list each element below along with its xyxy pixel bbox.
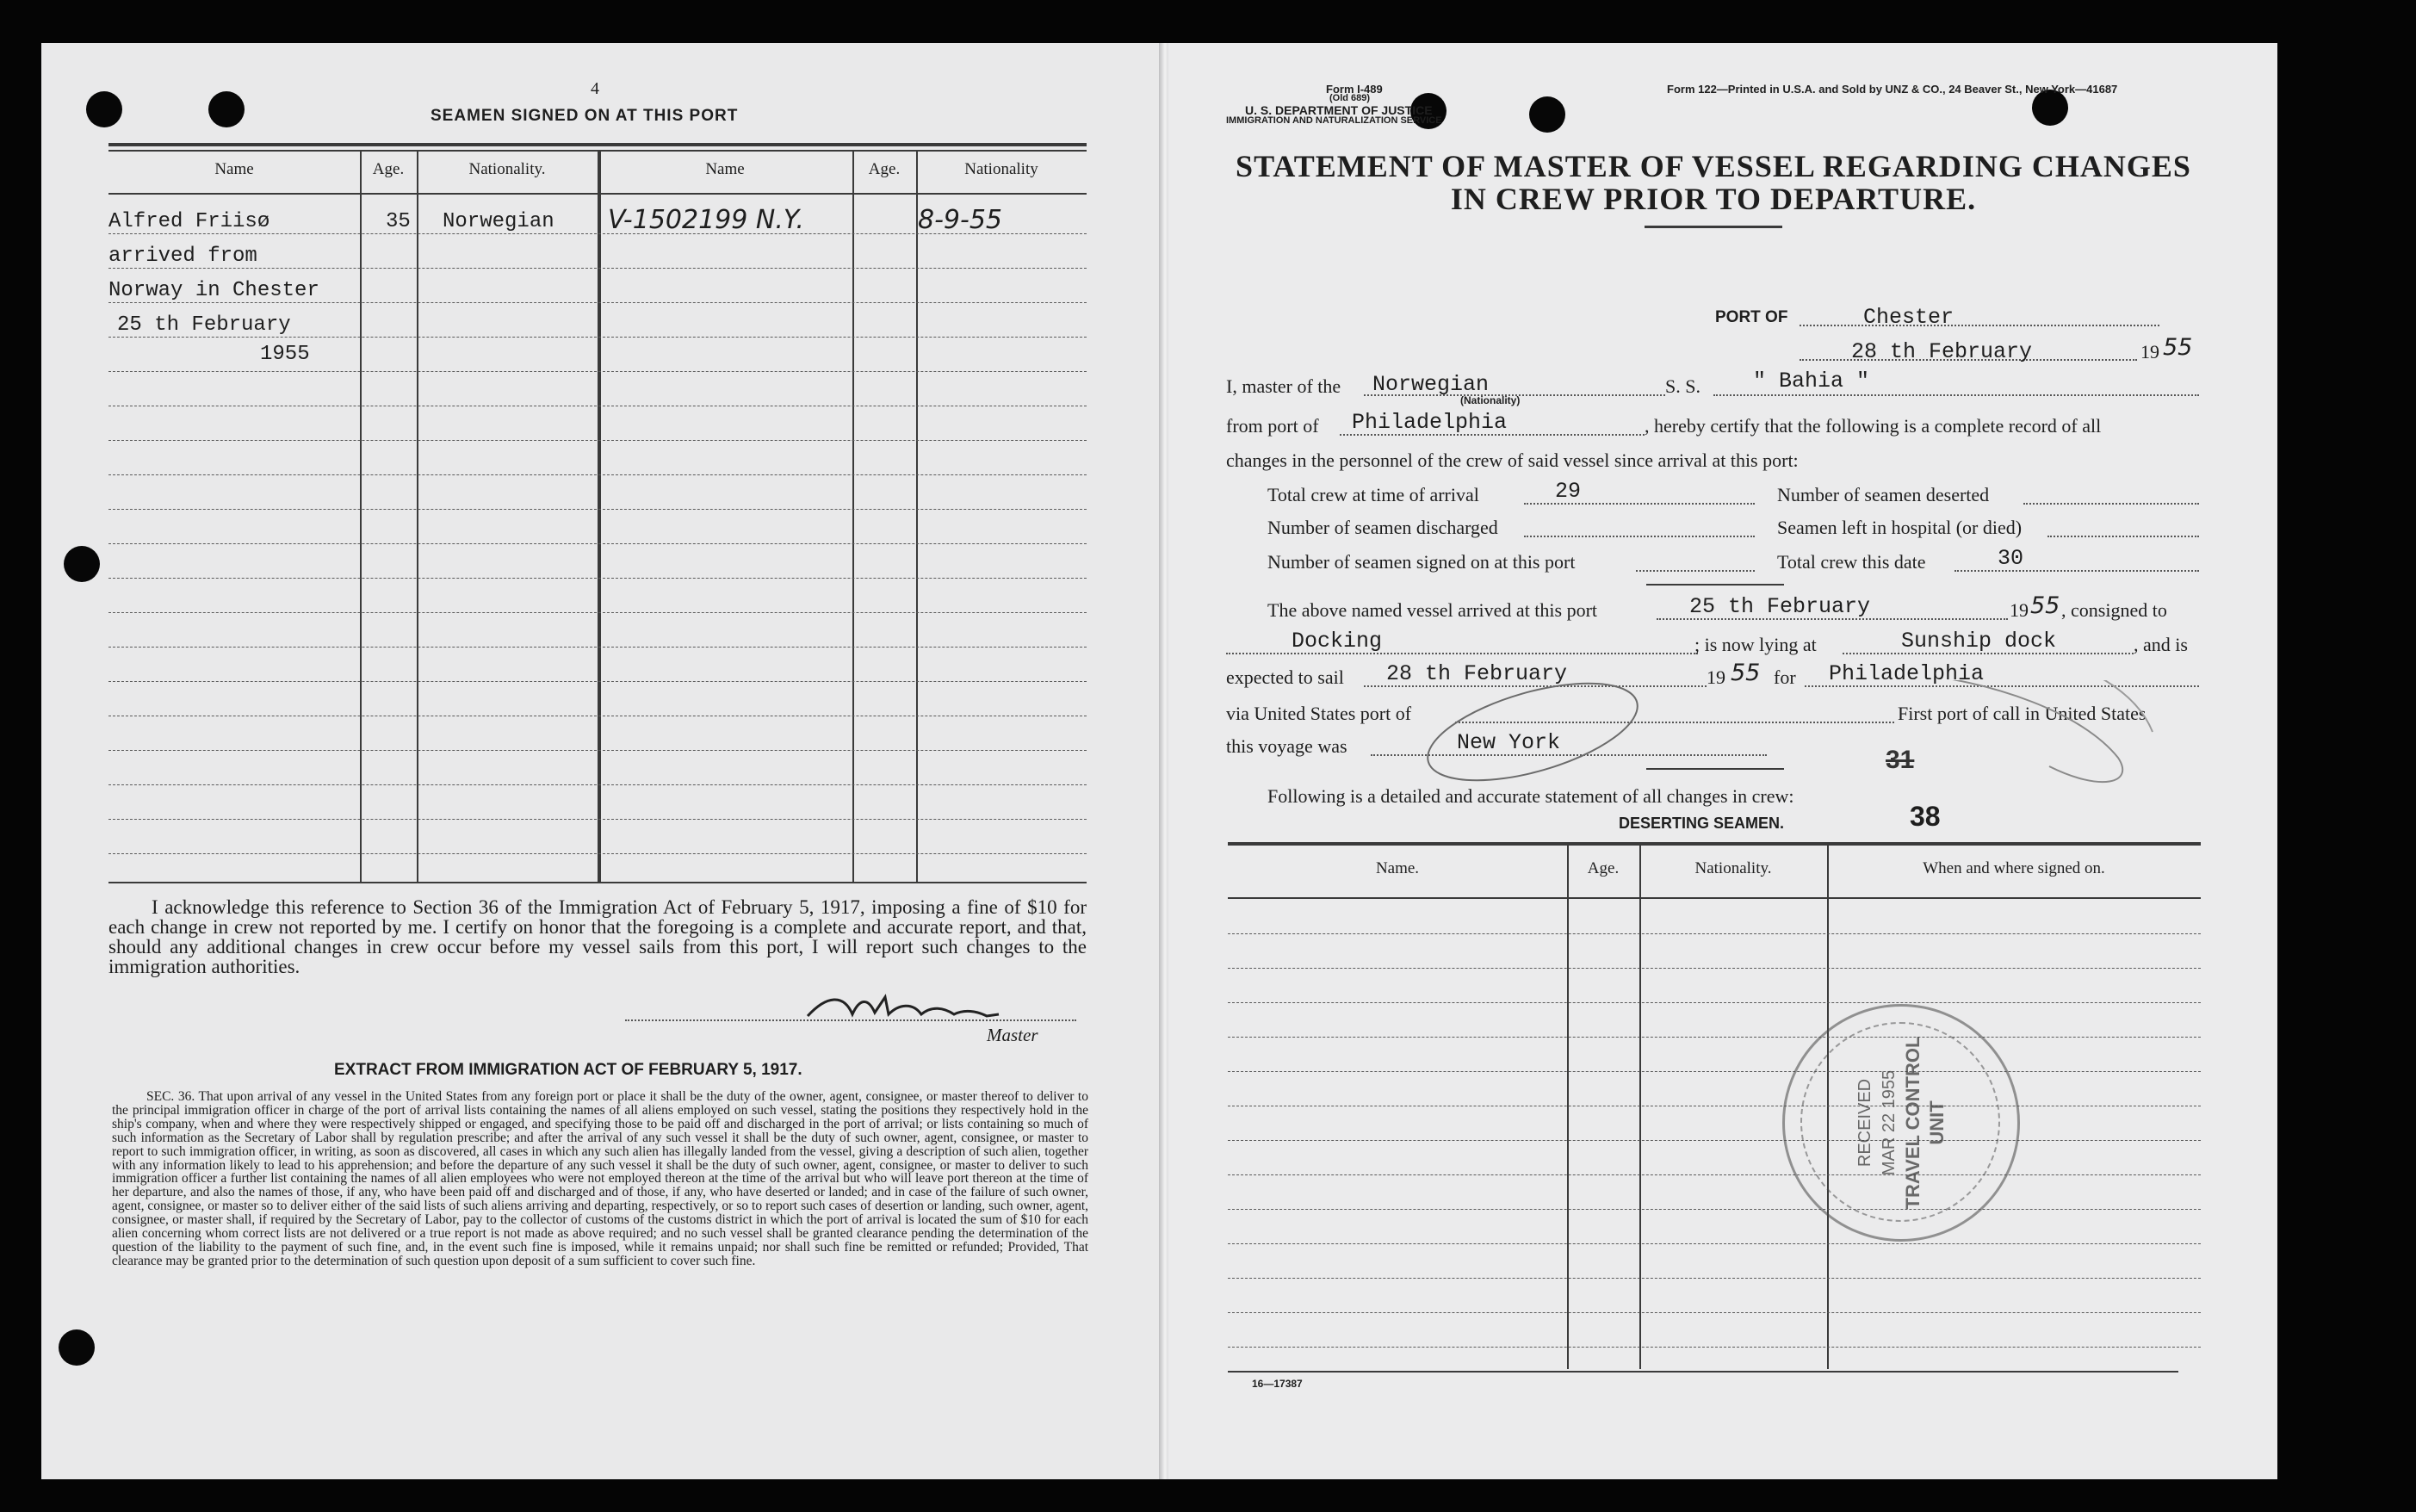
ss-label: S. S. [1665, 375, 1700, 397]
from-port-label: from port of [1226, 415, 1319, 437]
column-divider [360, 150, 362, 882]
changes-text: changes in the personnel of the crew of said vessel since arrival at this port: [1226, 449, 1799, 471]
discharged-line [1524, 536, 1755, 537]
stamp-unit-name: TRAVEL CONTROL [1902, 1036, 1924, 1210]
punch-hole [208, 91, 245, 127]
signed-on-line [1636, 570, 1755, 572]
form-old-number: (Old 689) [1329, 93, 1371, 103]
table-row-line [108, 474, 1087, 475]
lying-label: ; is now lying at [1694, 634, 1817, 655]
year-value: 55 [2163, 334, 2193, 361]
total-crew-date-label: Total crew this date [1777, 551, 1926, 573]
consigned-label: , consigned to [2061, 599, 2167, 621]
table-row-line [1228, 933, 2201, 934]
column-divider [1639, 844, 1641, 1369]
col-header-when-where: When and where signed on. [1923, 859, 2105, 877]
table-row-line [108, 543, 1087, 544]
punch-hole [1529, 96, 1565, 133]
table-row-line [108, 337, 1087, 338]
seamen-signed-header: SEAMEN SIGNED ON AT THIS PORT [431, 107, 739, 125]
department-name: U. S. DEPARTMENT OF JUSTICE [1245, 103, 1433, 117]
total-crew-date-line [1954, 570, 2199, 572]
table-row-line [1228, 1002, 2201, 1003]
table-row-line [1228, 1312, 2201, 1313]
first-port-label: First port of call in United States [1898, 703, 2147, 724]
certify-text: , hereby certify that the following is a complete record of all [1645, 415, 2102, 437]
consignee-value: Docking [1292, 629, 1383, 654]
table-row-line [108, 853, 1087, 854]
lying-value: Sunship dock [1901, 629, 2057, 654]
col-header-nationality: Nationality. [468, 160, 546, 178]
form-title-line-2: IN CREW PRIOR TO DEPARTURE. [1450, 182, 1977, 216]
discharged-label: Number of seamen discharged [1267, 517, 1498, 538]
table-row-line [108, 647, 1087, 648]
arrived-value: 25 th February [1689, 594, 1871, 619]
port-of-line [1800, 325, 2159, 326]
stamp-unit: UNIT [1926, 1100, 1948, 1145]
column-divider [598, 150, 601, 882]
table-row-line [1228, 1347, 2201, 1348]
hospital-label: Seamen left in hospital (or died) [1777, 517, 2023, 538]
form-title-line-1: STATEMENT OF MASTER OF VESSEL REGARDING CHANGES [1236, 149, 2191, 183]
col-header-name: Name [214, 160, 254, 178]
stamp-date: MAR 22 1955 [1880, 1069, 1899, 1176]
signature-caption: Master [987, 1025, 1038, 1045]
voyage-value: New York [1457, 730, 1561, 755]
entry-name-line: 25 th February [117, 313, 291, 337]
table-bottom-rule [1228, 1371, 2178, 1373]
col-header-age: Age. [1587, 859, 1620, 877]
expected-value: 28 th February [1386, 661, 1568, 686]
year-prefix: 19 [2140, 341, 2159, 363]
via-label: via United States port of [1226, 703, 1412, 724]
master-signature [792, 988, 1085, 1032]
column-divider [916, 150, 918, 882]
table-bottom-rule [108, 882, 1087, 883]
col-header-name-2: Name [705, 160, 745, 178]
pencil-marks [1343, 680, 2290, 835]
table-row-line [1228, 1071, 2201, 1072]
table-row-line [108, 612, 1087, 613]
nationality-caption: (Nationality) [1460, 394, 1521, 406]
printer-note: Form 122—Printed in U.S.A. and Sold by UNZ & CO., 24 Beaver St., New York—41687 [1667, 83, 2118, 96]
received-stamp [1782, 1004, 2020, 1242]
for-label: for [1774, 666, 1796, 688]
following-text: Following is a detailed and accurate statement of all changes in crew: [1267, 785, 1794, 807]
from-port-value: Philadelphia [1352, 410, 1508, 435]
footer-code: 16—17387 [1252, 1378, 1303, 1390]
expected-year-prefix: 19 [1707, 666, 1725, 688]
total-crew-arrival-value: 29 [1555, 479, 1582, 504]
table-row-line [1228, 1278, 2201, 1279]
entry-name-line: arrived from [108, 245, 257, 268]
date-value: 28 th February [1851, 339, 2033, 364]
arrived-year-prefix: 19 [2010, 599, 2029, 621]
for-value: Philadelphia [1829, 661, 1985, 686]
table-row-line [108, 819, 1087, 820]
master-label: I, master of the [1226, 375, 1341, 397]
col-header-age-2: Age. [868, 160, 901, 178]
entry-name-line: Norway in Chester [108, 279, 319, 302]
extract-text: SEC. 36. That upon arrival of any vessel in the United States from any foreign port or place it shall be the duty of the owner, agent, consignee, or master thereof to deliver to the principal immigration officer in charge of the port of arrival lists containing the names of all aliens employed on such vessel, stating the positions they respectively hold in the ship's company, when and where they were respectively shipped or engaged, and specifying those to be paid off and discharged in the port of arrival; or lists containing so much of such information as the Secretary of Labor shall by regulation prescribe; and after the arrival of any such vessel it shall be the duty of such owner, agent, consignee, or master to report to such immigration officer, in writing, as soon as discovered, all cases in which any such alien has illegally landed from the vessel, giving a description of such alien, together with any information likely to lead to his apprehension; and before the departure of any such vessel it shall be the duty of such owner, agent, consignee, or master to deliver to such immigration officer a further list containing the names of all alien employees who were not employed thereon at the time of the arrival but who will leave port thereon at the time of her departure, and also the names of those, if any, who have been paid off and discharged and of those, if any, who have deserted or landed; and in case of the failure of such owner, agent, consignee, or master so to deliver either of the said lists of such aliens arriving and departing, respectively, or so to report such cases of desertion or landing, such owner, agent, consignee, or master shall, if required by the Secretary of Labor, pay to the collector of customs of the customs district in which the port of arrival is located the sum of $10 for each alien concerning whom correct lists are not delivered or a true report is not made as above required; and no such vessel shall be granted clearance pending the determination of the question of the liability to the payment of such fine, and, in the event such fine is imposed, while it remains unpaid; nor shall such fine be remitted or refunded; Provided, That clearance may be granted prior to the determination of such question upon deposit of a sum sufficient to cover such fine. [112, 1089, 1088, 1268]
number-38: 38 [1910, 801, 1941, 832]
table-header-rule [1228, 897, 2201, 899]
title-underline [1645, 226, 1782, 228]
entry-name-line: 1955 [260, 343, 310, 366]
column-divider [852, 150, 854, 882]
table-row-line [1228, 968, 2201, 969]
signed-on-label: Number of seamen signed on at this port [1267, 551, 1576, 573]
deserted-line [2023, 503, 2199, 505]
entry-name-line: Alfred Friisø [108, 210, 270, 233]
entry-visa-number: V-1502199 N.Y. [608, 205, 804, 235]
table-row-line [108, 681, 1087, 682]
table-row-line [108, 578, 1087, 579]
punch-hole [59, 1329, 95, 1366]
service-name: IMMIGRATION AND NATURALIZATION SERVICE [1226, 115, 1442, 126]
extract-title: EXTRACT FROM IMMIGRATION ACT OF FEBRUARY 5, 1917. [334, 1061, 802, 1079]
table-row-line [108, 371, 1087, 372]
entry-visa-date: 8-9-55 [918, 205, 1002, 235]
punch-hole [64, 546, 100, 582]
section-divider [1646, 584, 1784, 586]
table-row-line [1228, 1174, 2201, 1175]
entry-nationality: Norwegian [443, 210, 554, 233]
col-header-nationality: Nationality. [1694, 859, 1772, 877]
col-header-name: Name. [1375, 859, 1420, 877]
table-row-line [108, 440, 1087, 441]
total-crew-arrival-label: Total crew at time of arrival [1267, 484, 1479, 505]
table-row-line [108, 302, 1087, 303]
col-header-nationality-2: Nationality [964, 160, 1038, 178]
col-header-age: Age. [372, 160, 405, 178]
column-divider [417, 150, 418, 882]
stamp-received: RECEIVED [1855, 1078, 1874, 1168]
table-top-rule [1228, 842, 2201, 846]
port-of-value: Chester [1863, 305, 1954, 330]
hospital-line [2047, 536, 2199, 537]
arrived-year: 55 [2030, 592, 2060, 619]
table-row-line [108, 509, 1087, 510]
signature-line [625, 1019, 1076, 1021]
port-of-label: PORT OF [1715, 308, 1788, 326]
table-row-line [1228, 1243, 2201, 1244]
table-top-rule [108, 143, 1087, 146]
table-row-line [1228, 1140, 2201, 1141]
nationality-value: Norwegian [1372, 372, 1490, 397]
arrived-label: The above named vessel arrived at this port [1267, 599, 1598, 621]
ship-value: " Bahia " [1753, 369, 1870, 393]
column-divider [1567, 844, 1569, 1369]
total-crew-date-value: 30 [1998, 546, 2024, 571]
form-number: Form I-489 [1326, 83, 1383, 96]
table-row-line [1228, 1209, 2201, 1210]
expected-year: 55 [1731, 660, 1761, 686]
ship-line [1713, 394, 2199, 396]
table-row-line [108, 268, 1087, 269]
punch-hole [86, 91, 122, 127]
deserted-label: Number of seamen deserted [1777, 484, 1990, 505]
entry-age: 35 [386, 210, 411, 233]
table-row-line [108, 750, 1087, 751]
crossed-number: 31 [1886, 746, 1915, 774]
table-row-line [108, 784, 1087, 785]
acknowledgement-text: I acknowledge this reference to Section 36 of the Immigration Act of February 5, 1917, imposing a fine of $10 for each change in crew not reported by me. I certify on honor that the foregoing is a complete and accurate report, and that, should any additional changes in crew occur before my vessel sails from this port, I will report such changes to the immigration authorities. [108, 896, 1087, 977]
page-number: 4 [591, 79, 599, 98]
expected-label: expected to sail [1226, 666, 1344, 688]
deserting-label: DESERTING SEAMEN. [1619, 815, 1785, 832]
voyage-label: this voyage was [1226, 735, 1347, 757]
and-is-label: , and is [2134, 634, 2188, 655]
table-row-line [1228, 1037, 2201, 1038]
